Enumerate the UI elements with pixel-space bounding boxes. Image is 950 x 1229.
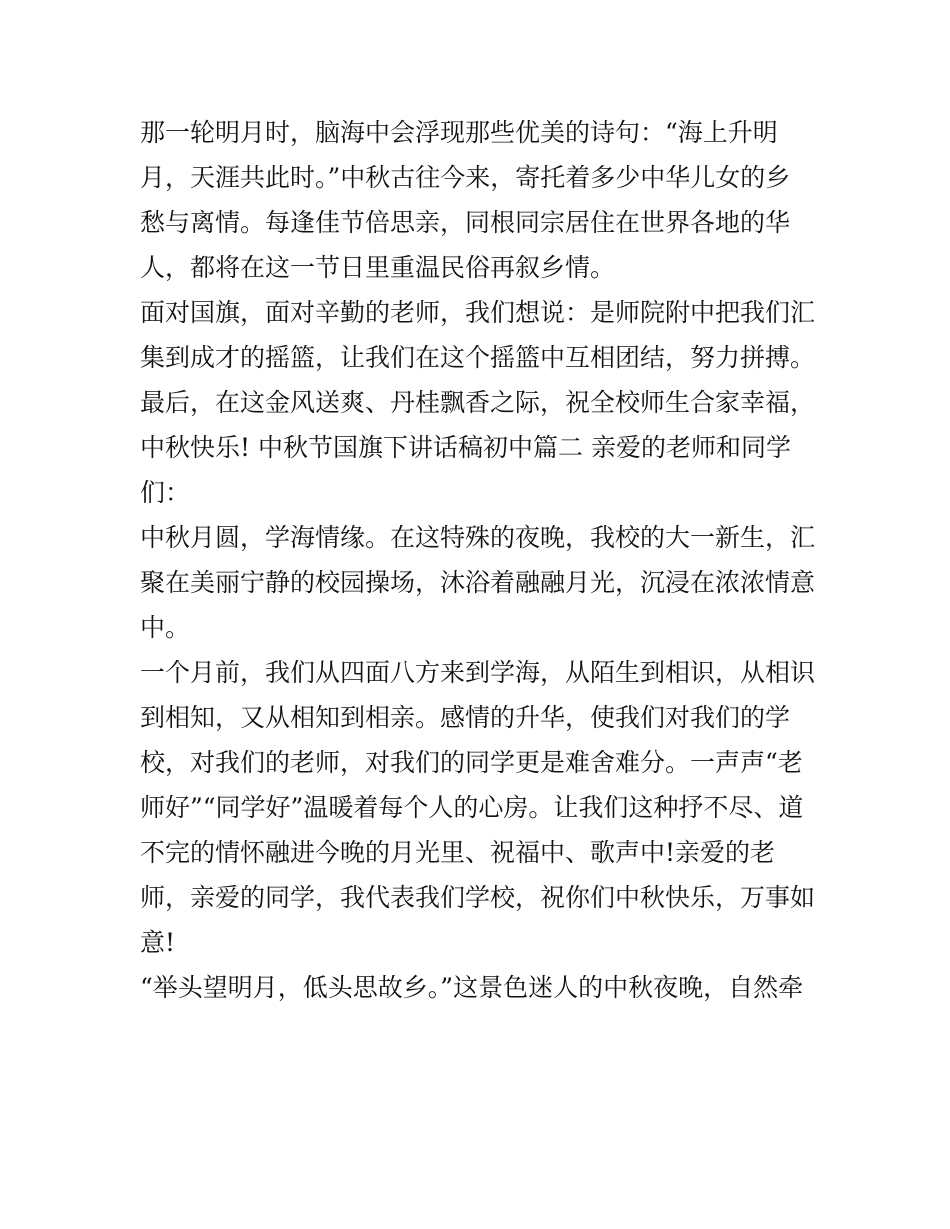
text-line: 们： — [140, 478, 191, 507]
text-line: 一个月前，我们从四面八方来到学海，从陌生到相识，从相识 — [140, 658, 816, 687]
text-line: 集到成才的摇篮，让我们在这个摇篮中互相团结，努力拼搏。 — [140, 343, 816, 372]
text-line: 月，天涯共此时。”中秋古往今来，寄托着多少中华儿女的乡 — [140, 163, 791, 192]
text-line: 愁与离情。每逢佳节倍思亲，同根同宗居住在世界各地的华 — [140, 208, 791, 237]
text-line: 最后，在这金风送爽、丹桂飘香之际，祝全校师生合家幸福， — [140, 388, 816, 417]
text-line: 中秋月圆，学海情缘。在这特殊的夜晚，我校的大一新生，汇 — [140, 523, 816, 552]
text-line: 师，亲爱的同学，我代表我们学校，祝你们中秋快乐，万事如 — [140, 883, 816, 912]
text-line: 不完的情怀融进今晚的月光里、祝福中、歌声中!亲爱的老 — [140, 838, 776, 867]
text-line: 到相知，又从相知到相亲。感情的升华，使我们对我们的学 — [140, 703, 791, 732]
text-line: 聚在美丽宁静的校园操场，沐浴着融融月光，沉浸在浓浓情意 — [140, 568, 816, 597]
text-line: 中秋快乐! 中秋节国旗下讲话稿初中篇二 亲爱的老师和同学 — [140, 433, 791, 462]
body-text — [140, 110, 820, 1010]
text-line: 那一轮明月时，脑海中会浮现那些优美的诗句：“海上升明 — [140, 118, 778, 147]
text-line: “举头望明月，低头思故乡。”这景色迷人的中秋夜晚，自然牵 — [140, 973, 804, 1002]
text-line: 人，都将在这一节日里重温民俗再叙乡情。 — [140, 253, 616, 282]
text-line: 师好”“同学好”温暖着每个人的心房。让我们这种抒不尽、道 — [140, 793, 804, 822]
text-line: 面对国旗，面对辛勤的老师，我们想说：是师院附中把我们汇 — [140, 298, 816, 327]
text-line: 中。 — [140, 613, 191, 642]
text-line: 意! — [140, 928, 176, 957]
text-line: 校，对我们的老师，对我们的同学更是难舍难分。一声声“老 — [140, 748, 803, 777]
